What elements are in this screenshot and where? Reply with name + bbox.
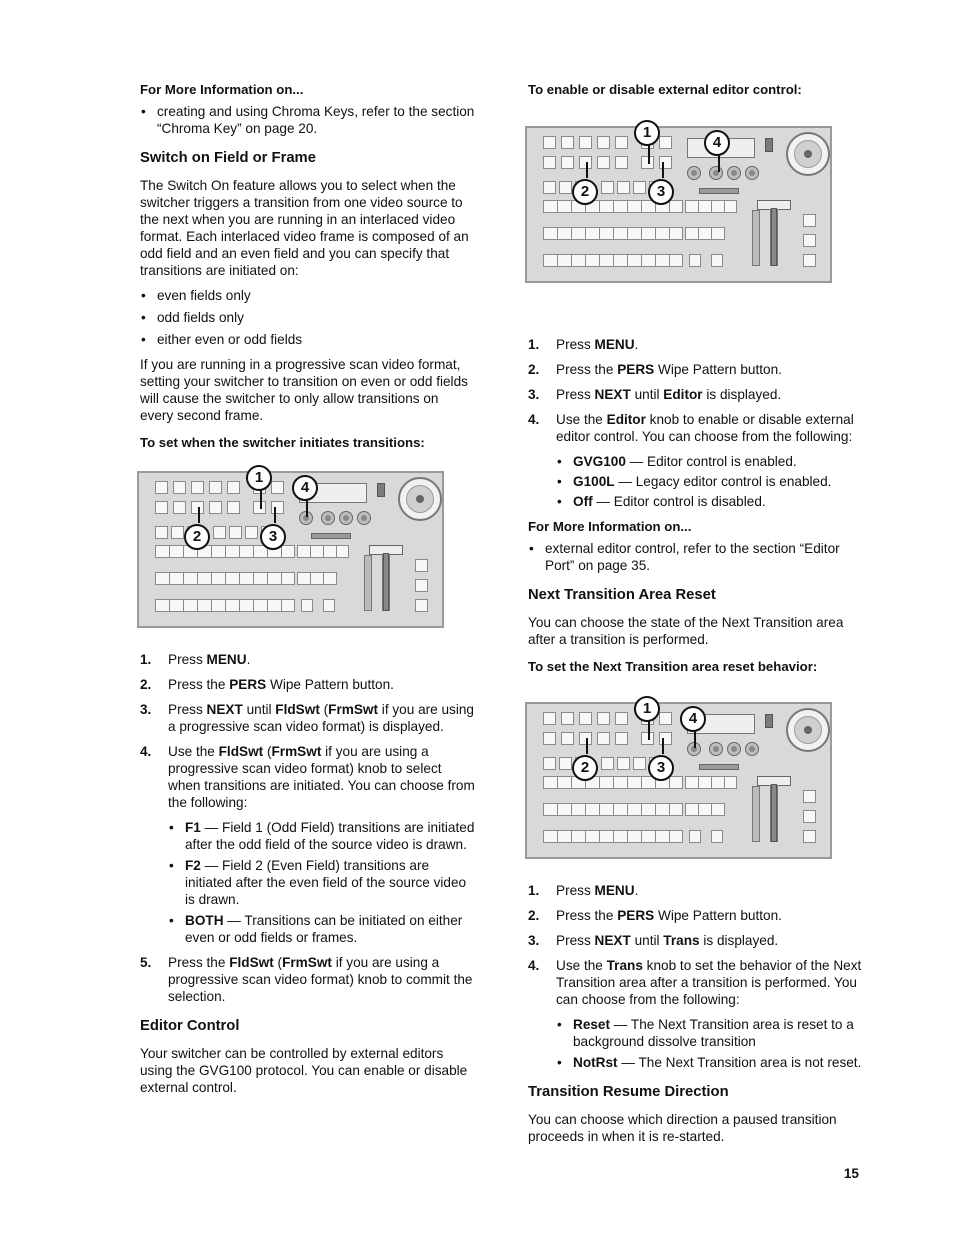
- more-info-heading: For More Information on...: [528, 519, 692, 534]
- page-number: 15: [843, 1166, 859, 1181]
- step-item: 3. Press NEXT until Editor is displayed.: [528, 387, 782, 402]
- progressive-note-paragraph: If you are running in a progressive scan video format, setting your switcher to transition on even or odd fields will cause the switcher to only allow transitions on every second frame.: [140, 357, 468, 423]
- step-item: 2. Press the PERS Wipe Pattern button.: [528, 908, 782, 923]
- more-info-heading: For More Information on...: [140, 82, 304, 97]
- step-item: 4. Use the FldSwt (FrmSwt if you are using a progressive scan video format) knob to select when transitions are initiated. You can choose from the following: • F1 — Field 1 (Odd Field) transitions are initiated after the odd field of the source video is drawn. • F2 — Field 2 (Even Field) transitions are initiated after the even field of the source video is drawn. • BOTH — Transitions can be initiated on either even or odd fields or frames.: [140, 743, 475, 946]
- control-panel-figure: [140, 471, 475, 651]
- callout-3: 3: [260, 524, 286, 550]
- switcher-panel-illustration: [525, 126, 832, 283]
- step-item: 3. Press NEXT until FldSwt (FrmSwt if you are using a progressive scan video format) is displayed.: [140, 702, 474, 734]
- control-panel-figure: [528, 702, 863, 882]
- step-item: 5. Press the FldSwt (FrmSwt if you are using a progressive scan video format) knob to commit the selection.: [140, 955, 473, 1004]
- next-procedure-heading: To set the Next Transition area reset behavior:: [528, 659, 818, 674]
- step-item: 4. Use the Trans knob to set the behavior of the Next Transition area after a transition is performed. You can choose from the following: • Reset — The Next Transition area is reset to a background dissolve transition • NotRst — The Next Transition area is not reset.: [528, 957, 863, 1071]
- list-item: • even fields only: [140, 287, 475, 304]
- editor-steps-list: [528, 336, 863, 510]
- more-info-list: [528, 540, 863, 574]
- list-item: • either even or odd fields: [140, 331, 475, 348]
- callout-1: 1: [246, 465, 272, 491]
- switch-intro-paragraph: The Switch On feature allows you to select when the switcher triggers a transition from one video source to the next when you are running in an interlaced video format. Each interlaced video frame is composed of an odd field and an even field and you can specify that transitions are initiated on:: [140, 178, 469, 278]
- list-item: • external editor control, refer to the section “Editor Port” on page 35.: [528, 540, 863, 574]
- switcher-panel-illustration: [525, 702, 832, 859]
- callout-4: 4: [292, 475, 318, 501]
- control-panel-figure: [528, 126, 863, 336]
- step-item: 2. Press the PERS Wipe Pattern button.: [528, 362, 782, 377]
- next-transition-steps-list: [528, 882, 863, 1071]
- switch-steps-list: [140, 651, 475, 1005]
- switcher-panel-illustration: [137, 471, 444, 628]
- joystick-icon: [786, 132, 830, 176]
- list-item: • creating and using Chroma Keys, refer to the section “Chroma Key” on page 20.: [140, 103, 475, 137]
- editor-options: [556, 453, 863, 510]
- procedure-heading: To set when the switcher initiates transitions:: [140, 435, 425, 450]
- callout-1: 1: [634, 120, 660, 146]
- more-info-list: [140, 103, 475, 137]
- list-item: • Off — Editor control is disabled.: [556, 493, 863, 510]
- section-heading-resume-direction: Transition Resume Direction: [528, 1084, 729, 1100]
- callout-3: 3: [648, 755, 674, 781]
- section-heading-editor-control: Editor Control: [140, 1018, 240, 1034]
- list-item: • F1 — Field 1 (Odd Field) transitions are initiated after the odd field of the source video is drawn.: [168, 819, 475, 853]
- field-switch-options: [168, 819, 475, 946]
- callout-2: 2: [572, 179, 598, 205]
- step-item: 1. Press MENU.: [528, 883, 639, 898]
- section-heading-switch-on: Switch on Field or Frame: [140, 150, 316, 166]
- callout-2: 2: [572, 755, 598, 781]
- editor-procedure-heading: To enable or disable external editor control:: [528, 82, 802, 97]
- step-item: 4. Use the Editor knob to enable or disable external editor control. You can choose from the following: • GVG100 — Editor control is enabled. • G100L — Legacy editor control is enabled. • Off — Editor control is disabled.: [528, 411, 863, 510]
- list-item: • F2 — Field 2 (Even Field) transitions are initiated after the even field of the source video is drawn.: [168, 857, 475, 908]
- step-item: 3. Press NEXT until Trans is displayed.: [528, 933, 779, 948]
- section-heading-next-transition: Next Transition Area Reset: [528, 587, 716, 603]
- field-options-list: [140, 287, 475, 348]
- step-item: 1. Press MENU.: [140, 652, 251, 667]
- list-item: • NotRst — The Next Transition area is not reset.: [556, 1054, 863, 1071]
- editor-paragraph: Your switcher can be controlled by external editors using the GVG100 protocol. You can enable or disable external control.: [140, 1046, 468, 1095]
- callout-4: 4: [704, 130, 730, 156]
- list-item: • G100L — Legacy editor control is enabled.: [556, 473, 863, 490]
- step-item: 2. Press the PERS Wipe Pattern button.: [140, 677, 394, 692]
- next-transition-options: [556, 1016, 863, 1071]
- list-item: • Reset — The Next Transition area is reset to a background dissolve transition: [556, 1016, 863, 1050]
- callout-2: 2: [184, 524, 210, 550]
- list-item: • GVG100 — Editor control is enabled.: [556, 453, 863, 470]
- resume-paragraph: You can choose which direction a paused transition proceeds in when it is re-started.: [528, 1112, 837, 1144]
- joystick-icon: [786, 708, 830, 752]
- callout-4: 4: [680, 706, 706, 732]
- step-item: 1. Press MENU.: [528, 337, 639, 352]
- joystick-icon: [398, 477, 442, 521]
- next-transition-paragraph: You can choose the state of the Next Transition area after a transition is performed.: [528, 615, 844, 647]
- list-item: • odd fields only: [140, 309, 475, 326]
- left-column: [140, 78, 475, 1096]
- list-item: • BOTH — Transitions can be initiated on either even or odd fields or frames.: [168, 912, 475, 946]
- callout-3: 3: [648, 179, 674, 205]
- callout-1: 1: [634, 696, 660, 722]
- right-column: [528, 78, 863, 1145]
